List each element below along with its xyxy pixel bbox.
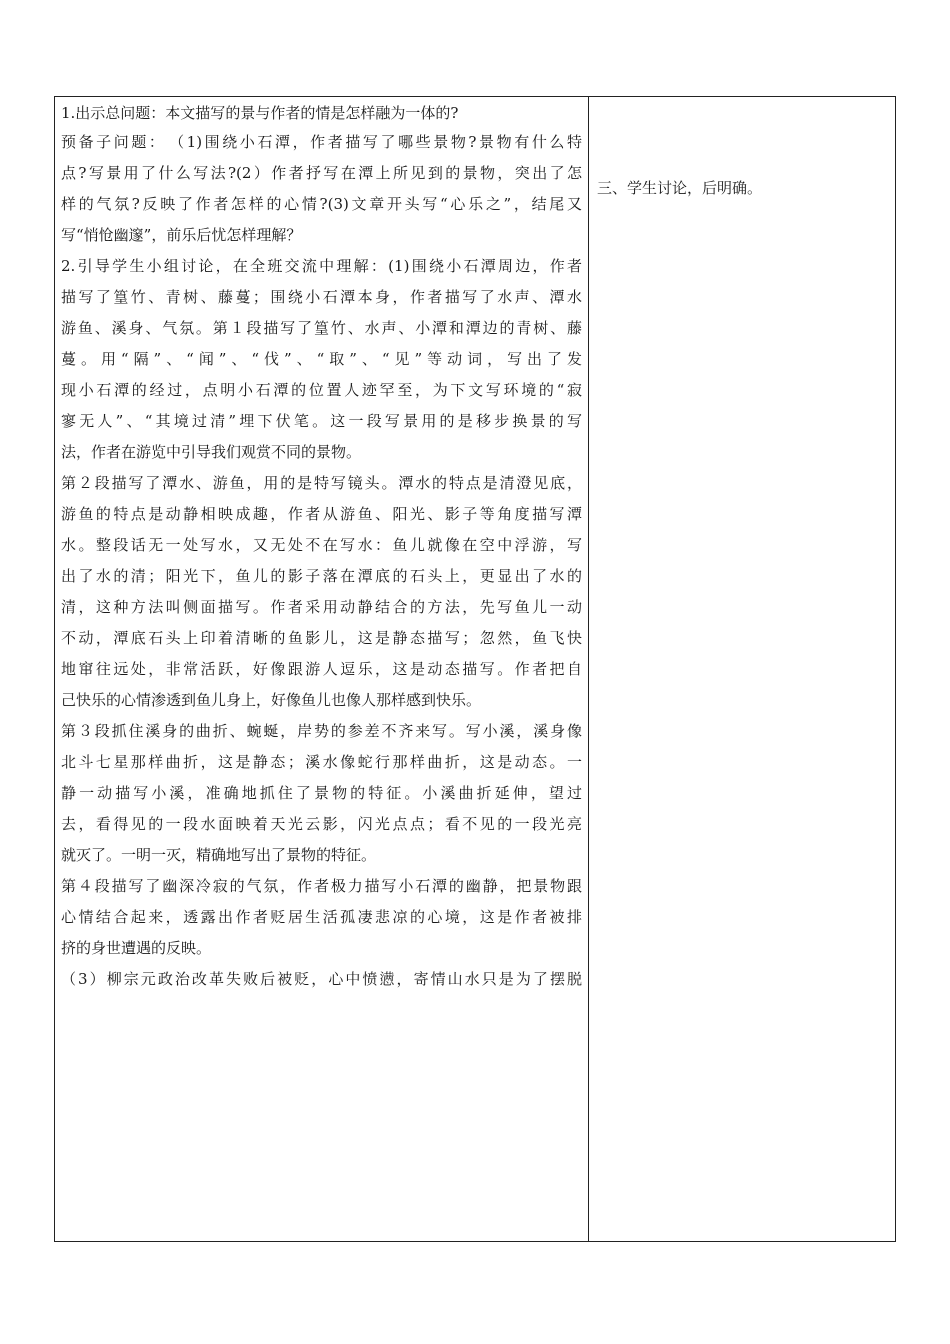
paragraph4-line: 挤的身世遭遇的反映。 — [61, 939, 212, 957]
paragraph2-line: 己快乐的心情渗透到鱼儿身上，好像鱼儿也像人那样感到快乐。 — [61, 691, 482, 709]
question-line: 1.出示总问题：本文描写的景与作者的情是怎样融为一体的? — [61, 104, 459, 122]
paragraph2-line: 第２段描写了潭水、游鱼，用的是特写镜头。潭水的特点是清澄见底， — [61, 474, 582, 492]
paragraph3-line: 去，看得见的一段水面映着天光云影，闪光点点；看不见的一段光亮 — [61, 815, 582, 833]
discussion-line: 现小石潭的经过，点明小石潭的位置人迹罕至，为下文写环境的“寂 — [61, 381, 582, 399]
discussion-line: 描写了篁竹、青树、藤蔓；围绕小石潭本身，作者描写了水声、潭水 — [61, 288, 582, 306]
sub-question-line: 点?写景用了什么写法?(2）作者抒写在潭上所见到的景物，突出了怎 — [61, 164, 582, 182]
paragraph4-line: 第４段描写了幽深冷寂的气氛，作者极力描写小石潭的幽静，把景物跟 — [61, 877, 582, 895]
sub-question-line: 预备子问题： （1)围绕小石潭，作者描写了哪些景物?景物有什么特 — [61, 133, 582, 151]
paragraph2-line: 游鱼的特点是动静相映成趣，作者从游鱼、阳光、影子等角度描写潭 — [61, 505, 582, 523]
paragraph4-line: 心情结合起来，透露出作者贬居生活孤凄悲凉的心境，这是作者被排 — [61, 908, 582, 926]
teaching-content-cell — [55, 97, 589, 1241]
student-activity-note: 三、学生讨论，后明确。 — [597, 179, 763, 197]
paragraph3-line: 北斗七星那样曲折，这是静态；溪水像蛇行那样曲折，这是动态。一 — [61, 753, 582, 771]
paragraph2-line: 清，这种方法叫侧面描写。作者采用动静结合的方法，先写鱼儿一动 — [61, 598, 582, 616]
paragraph3-line: 静一动描写小溪，准确地抓住了景物的特征。小溪曲折延伸，望过 — [61, 784, 582, 802]
student-activity-cell — [589, 97, 895, 1241]
paragraph2-line: 不动，潭底石头上印着清晰的鱼影儿，这是静态描写；忽然，鱼飞快 — [61, 629, 582, 647]
paragraph2-line: 地窜往远处，非常活跃，好像跟游人逗乐，这是动态描写。作者把自 — [61, 660, 582, 678]
paragraph3-line: 就灭了。一明一灭，精确地写出了景物的特征。 — [61, 846, 377, 864]
discussion-line: 蔓。用“隔”、“闻”、“伐”、“取”、“见”等动词，写出了发 — [61, 350, 582, 368]
discussion-line: 2.引导学生小组讨论，在全班交流中理解：(1)围绕小石潭周边，作者 — [61, 257, 582, 275]
lesson-plan-table — [54, 96, 896, 1242]
paragraph3-line: 第３段抓住溪身的曲折、蜿蜒，岸势的参差不齐来写。写小溪，溪身像 — [61, 722, 582, 740]
discussion-line: 寥无人”、“其境过清”埋下伏笔。这一段写景用的是移步换景的写 — [61, 412, 582, 430]
discussion-line: 法，作者在游览中引导我们观赏不同的景物。 — [61, 443, 362, 461]
point3-line: （3）柳宗元政治改革失败后被贬，心中愤懑，寄情山水只是为了摆脱 — [61, 970, 582, 988]
paragraph2-line: 水。整段话无一处写水，又无处不在写水：鱼儿就像在空中浮游，写 — [61, 536, 582, 554]
sub-question-line: 样的气氛?反映了作者怎样的心情?(3)文章开头写“心乐之”，结尾又 — [61, 195, 582, 213]
discussion-line: 游鱼、溪身、气氛。第１段描写了篁竹、水声、小潭和潭边的青树、藤 — [61, 319, 582, 337]
paragraph2-line: 出了水的清；阳光下，鱼儿的影子落在潭底的石头上，更显出了水的 — [61, 567, 582, 585]
sub-question-line: 写“悄怆幽邃”，前乐后忧怎样理解？ — [61, 226, 302, 244]
